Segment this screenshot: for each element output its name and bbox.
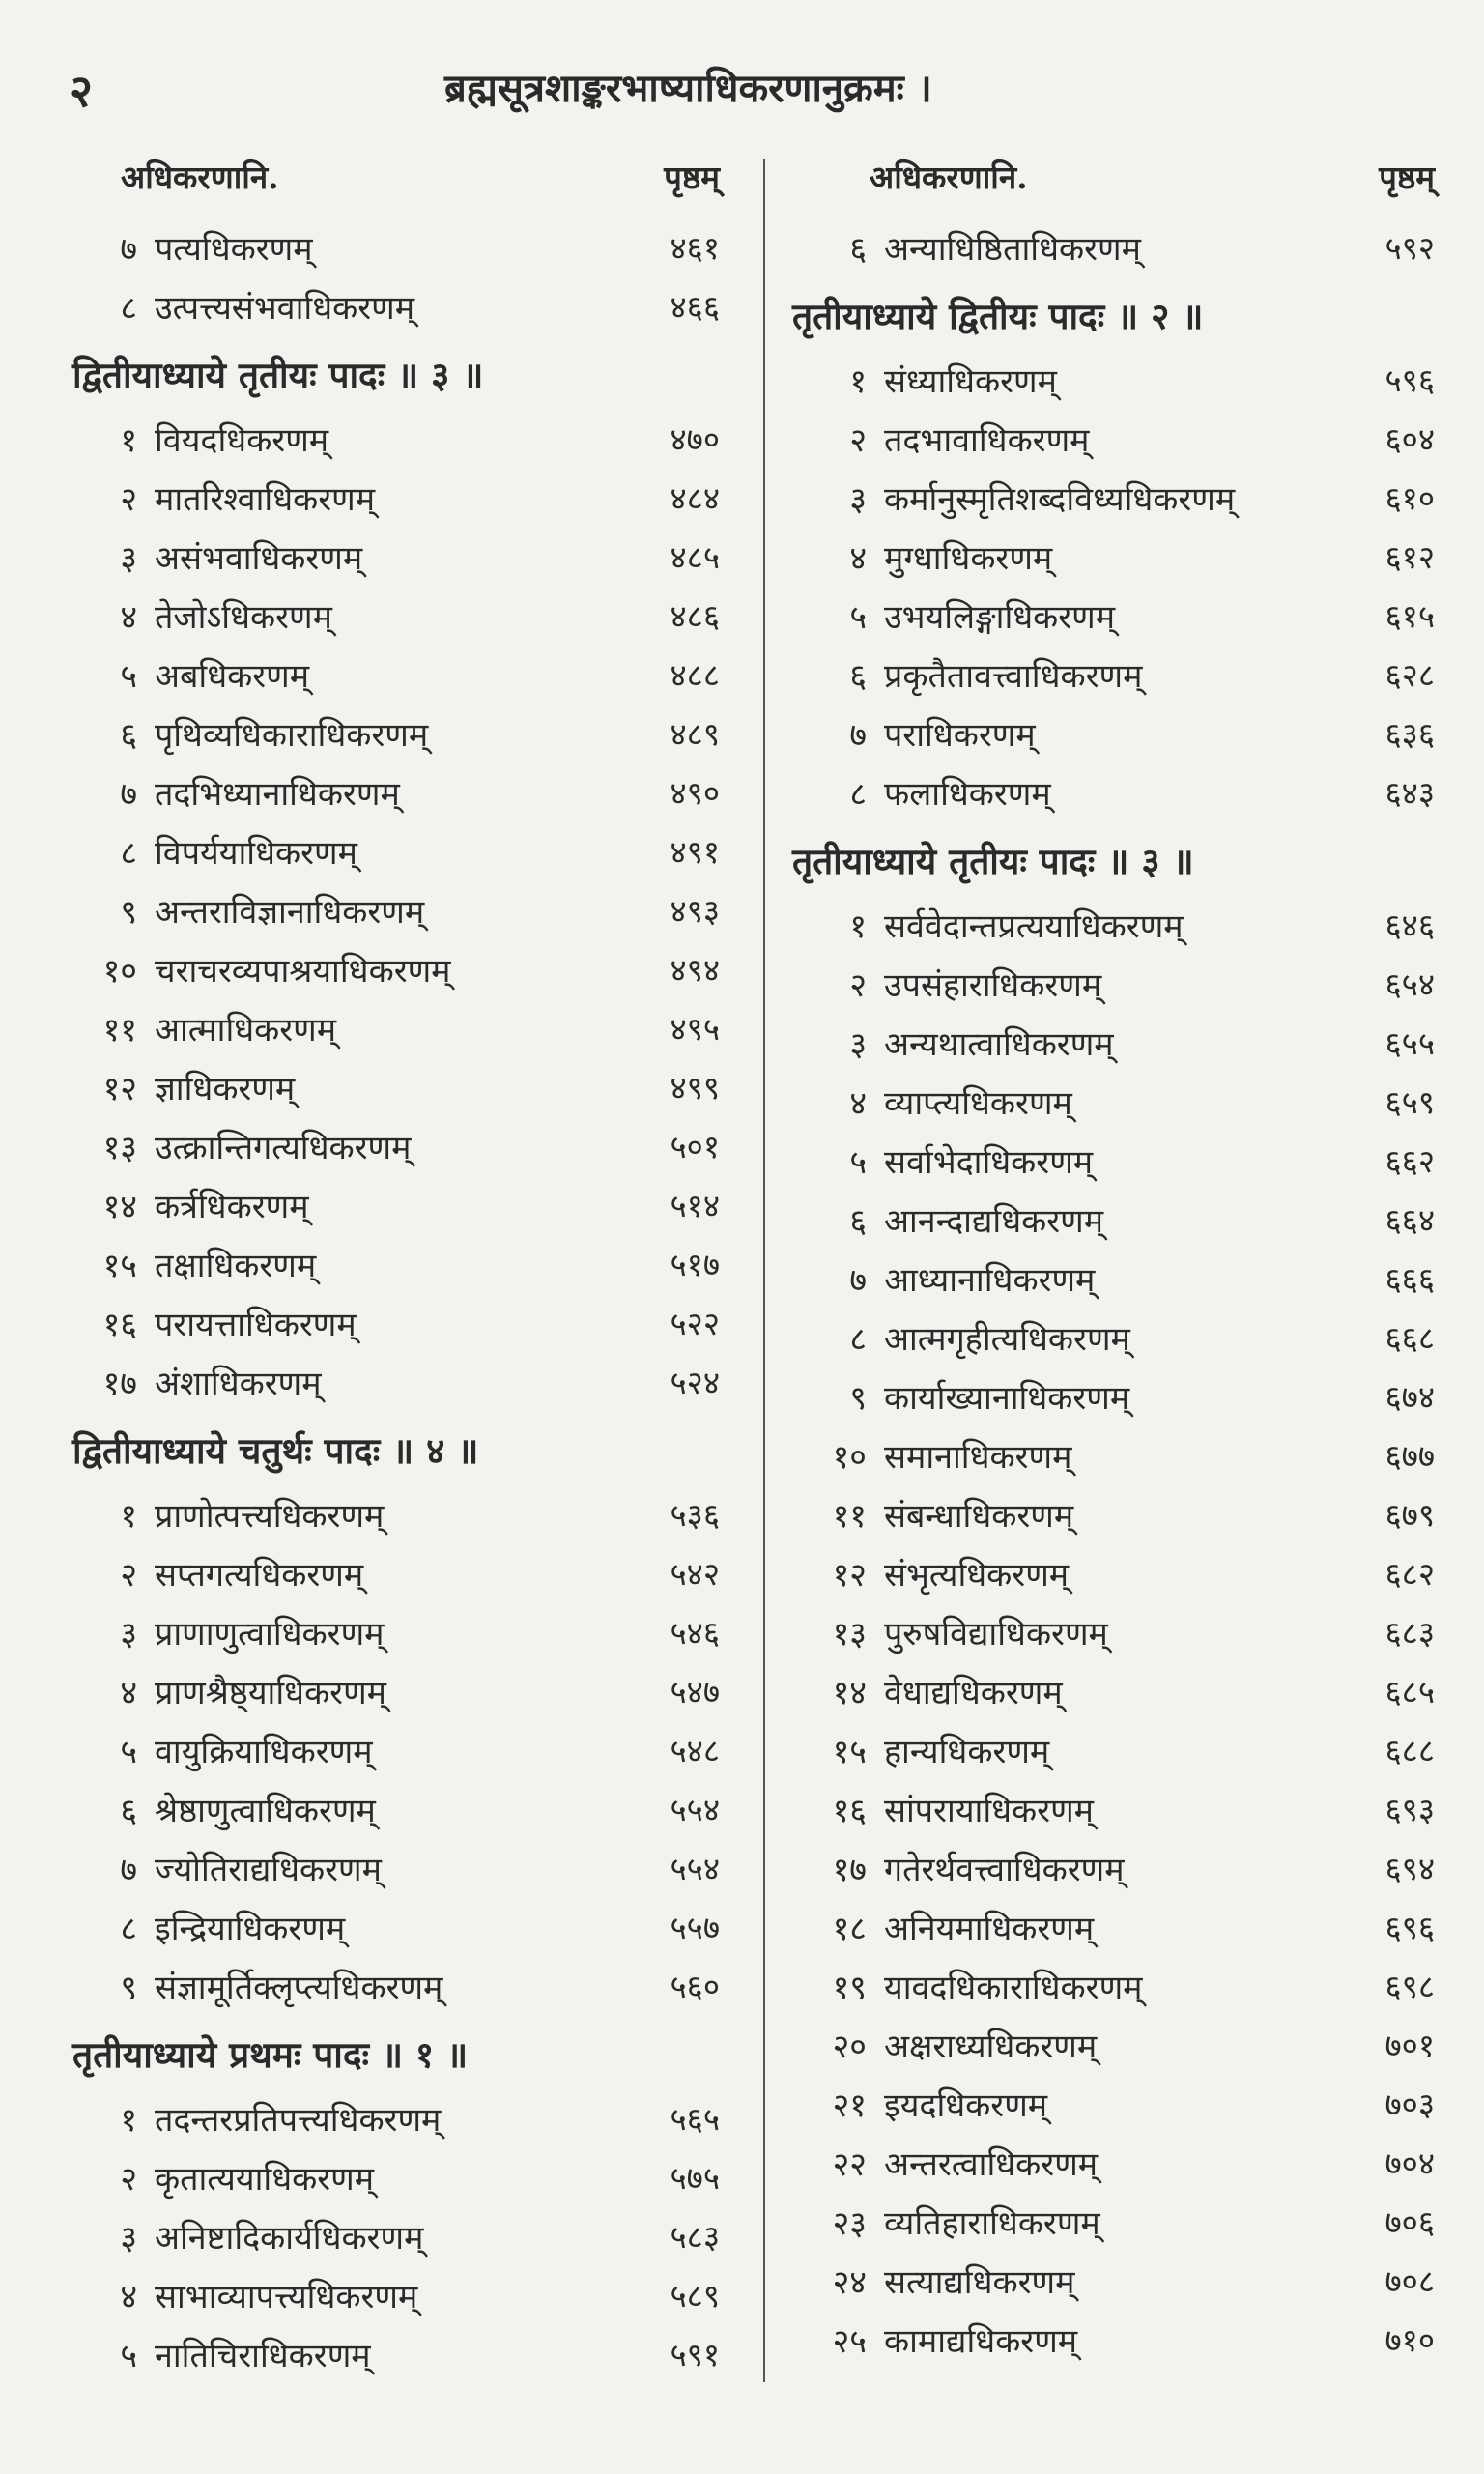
entry-page: ४८४	[670, 479, 720, 517]
entry-page: ७०८	[1384, 2262, 1435, 2300]
entry-number: १५	[832, 1732, 867, 1771]
entry-page: ४८९	[670, 715, 720, 753]
entry-page: ६८३	[1384, 1614, 1435, 1652]
entry-name: मातरिश्वाधिकरणम्	[155, 479, 376, 519]
entry-number: ६	[849, 229, 867, 269]
entry-name: अबधिकरणम्	[155, 656, 310, 696]
toc-entry	[792, 1308, 1435, 1366]
toc-entry	[72, 2265, 720, 2324]
toc-entry	[792, 527, 1435, 586]
entry-number: ४	[849, 538, 867, 578]
entry-page: ७०३	[1384, 2086, 1435, 2123]
entry-page: ४९०	[670, 774, 720, 812]
entry-name: प्राणोत्पत्त्यधिकरणम्	[155, 1496, 385, 1536]
entry-name: वेधाद्यधिकरणम्	[884, 1673, 1063, 1712]
column-header-label: अधिकरणानि.	[870, 158, 1028, 196]
toc-entry	[792, 468, 1435, 527]
entry-page: ६१५	[1384, 597, 1435, 635]
section-heading: द्वितीयाध्याये चतुर्थः पादः ॥ ४ ॥	[72, 1429, 479, 1472]
entry-number: २२	[832, 2144, 867, 2184]
toc-entry	[792, 2133, 1435, 2192]
entry-name: कृतात्ययाधिकरणम्	[155, 2159, 375, 2199]
entry-page: ५४८	[670, 1732, 720, 1769]
entry-number: ८	[849, 774, 867, 814]
entry-name: तदन्तरप्रतिपत्त्यधिकरणम्	[155, 2100, 442, 2140]
entry-page: ५१७	[670, 1246, 720, 1283]
toc-entry	[72, 276, 720, 335]
entry-name: यावदधिकाराधिकरणम्	[884, 1968, 1143, 2007]
toc-entry	[72, 1838, 720, 1897]
entry-page: ६३६	[1384, 715, 1435, 753]
entry-number: ११	[832, 1496, 867, 1536]
entry-name: परायत्ताधिकरणम्	[155, 1305, 357, 1344]
entry-number: २१	[832, 2086, 867, 2125]
entry-number: ८	[849, 1319, 867, 1359]
toc-entry	[792, 1897, 1435, 1956]
entry-number: १०	[832, 1437, 867, 1477]
entry-number: २३	[832, 2203, 867, 2243]
entry-page: ५९१	[670, 2336, 720, 2373]
entry-page: ६५९	[1384, 1083, 1435, 1121]
toc-entry	[72, 1720, 720, 1779]
section-heading: तृतीयाध्याये तृतीयः पादः ॥ ३ ॥	[792, 840, 1194, 882]
entry-number: ९	[849, 1378, 867, 1418]
toc-entry	[792, 1720, 1435, 1779]
column-divider	[763, 159, 765, 2382]
toc-entry	[72, 704, 720, 762]
toc-entry	[792, 350, 1435, 409]
column-header-page: पृष्ठम्	[664, 158, 720, 196]
toc-entry	[792, 1956, 1435, 2015]
toc-entry	[72, 1956, 720, 2015]
entry-name: संबन्धाधिकरणम्	[884, 1496, 1074, 1536]
entry-page: ६७४	[1384, 1378, 1435, 1416]
entry-page: ५८३	[670, 2218, 720, 2256]
running-title: ब्रह्मसूत्रशाङ्करभाष्याधिकरणानुक्रमः ।	[444, 66, 932, 111]
section-heading: तृतीयाध्याये द्वितीयः पादः ॥ २ ॥	[792, 295, 1204, 337]
entry-number: ६	[120, 1791, 137, 1830]
entry-number: ५	[120, 2336, 137, 2375]
entry-name: साभाव्यापत्त्यधिकरणम्	[155, 2277, 418, 2316]
entry-name: पराधिकरणम्	[884, 715, 1036, 755]
entry-name: सप्तगत्यधिकरणम्	[155, 1555, 364, 1595]
entry-name: व्याप्त्यधिकरणम्	[884, 1083, 1072, 1123]
entry-page: ५६५	[670, 2100, 720, 2138]
entry-page: ५७५	[670, 2159, 720, 2197]
toc-entry	[792, 2192, 1435, 2251]
toc-entry	[72, 1897, 720, 1956]
toc-entry	[792, 2251, 1435, 2310]
entry-name: प्राणश्रैष्ठ्याधिकरणम्	[155, 1673, 387, 1712]
entry-name: वियदधिकरणम्	[155, 420, 329, 460]
entry-number: ५	[849, 597, 867, 637]
toc-entry	[792, 1013, 1435, 1072]
entry-name: अनिष्टादिकार्यधिकरणम्	[155, 2218, 424, 2258]
entry-name: पुरुषविद्याधिकरणम्	[884, 1614, 1108, 1654]
entry-page: ७१०	[1384, 2321, 1435, 2359]
toc-entry	[72, 217, 720, 276]
entry-page: ५०१	[670, 1128, 720, 1165]
entry-name: समानाधिकरणम्	[884, 1437, 1072, 1477]
entry-page: ५५४	[670, 1791, 720, 1828]
entry-page: ५४६	[670, 1614, 720, 1652]
entry-number: ७	[849, 715, 867, 755]
entry-page: ६१०	[1384, 479, 1435, 517]
left-column-body	[72, 217, 720, 2383]
entry-page: ५४२	[670, 1555, 720, 1593]
toc-entry	[792, 1366, 1435, 1425]
entry-page: ४६६	[670, 288, 720, 326]
toc-entry	[792, 1484, 1435, 1543]
entry-name: आत्माधिकरणम्	[155, 1010, 337, 1050]
toc-entry	[72, 1543, 720, 1602]
toc-entry	[72, 1352, 720, 1411]
entry-page: ७०१	[1384, 2027, 1435, 2064]
entry-page: ४९३	[670, 892, 720, 930]
entry-name: अन्याधिष्ठिताधिकरणम्	[884, 229, 1141, 269]
entry-page: ६९३	[1384, 1791, 1435, 1828]
entry-number: १४	[832, 1673, 867, 1712]
entry-number: १६	[832, 1791, 867, 1830]
toc-entry	[792, 954, 1435, 1013]
entry-number: २	[849, 420, 867, 460]
toc-entry	[792, 1072, 1435, 1131]
entry-number: ८	[120, 833, 137, 873]
entry-number: १	[120, 2100, 137, 2140]
entry-page: ६२८	[1384, 656, 1435, 694]
entry-name: इन्द्रियाधिकरणम्	[155, 1909, 346, 1948]
entry-name: असंभवाधिकरणम्	[155, 538, 363, 578]
entry-number: ३	[849, 479, 867, 519]
entry-name: उत्पत्त्यसंभवाधिकरणम्	[155, 288, 415, 328]
entry-page: ५४७	[670, 1673, 720, 1711]
entry-name: संज्ञामूर्तिक्लृप्त्यधिकरणम्	[155, 1968, 443, 2007]
toc-entry	[72, 1602, 720, 1661]
toc-entry	[72, 1057, 720, 1116]
toc-entry	[72, 1293, 720, 1352]
entry-number: ९	[120, 892, 137, 932]
entry-number: १	[120, 1496, 137, 1536]
entry-name: आत्मगृहीत्यधिकरणम्	[884, 1319, 1130, 1359]
entry-page: ६०४	[1384, 420, 1435, 458]
entry-number: १७	[102, 1364, 137, 1403]
entry-page: ६८२	[1384, 1555, 1435, 1593]
toc-entry	[72, 1116, 720, 1175]
toc-entry	[72, 586, 720, 645]
entry-number: १५	[102, 1246, 137, 1285]
entry-name: अंशाधिकरणम्	[155, 1364, 322, 1403]
toc-entry	[72, 2324, 720, 2383]
toc-entry	[72, 645, 720, 704]
left-column	[72, 155, 720, 2383]
toc-entry	[792, 586, 1435, 645]
toc-entry	[72, 939, 720, 998]
entry-number: ७	[849, 1260, 867, 1300]
entry-name: नातिचिराधिकरणम्	[155, 2336, 371, 2375]
entry-page: ६१२	[1384, 538, 1435, 576]
toc-entry	[72, 2088, 720, 2147]
entry-name: कामाद्यधिकरणम्	[884, 2321, 1078, 2361]
entry-number: १८	[832, 1909, 867, 1948]
toc-entry	[72, 1779, 720, 1838]
entry-page: ६९६	[1384, 1909, 1435, 1946]
entry-page: ५९२	[1384, 229, 1435, 267]
toc-entry	[792, 2310, 1435, 2369]
entry-page: ६६२	[1384, 1142, 1435, 1180]
entry-name: अन्तराविज्ञानाधिकरणम्	[155, 892, 425, 932]
entry-number: १२	[832, 1555, 867, 1595]
entry-page: ६५४	[1384, 965, 1435, 1003]
entry-page: ४९९	[670, 1069, 720, 1107]
toc-entry	[72, 1484, 720, 1543]
section-heading: द्वितीयाध्याये तृतीयः पादः ॥ ३ ॥	[72, 354, 484, 396]
entry-page: ६७९	[1384, 1496, 1435, 1534]
toc-entry	[792, 704, 1435, 762]
entry-number: १	[120, 420, 137, 460]
entry-name: अक्षराध्यधिकरणम्	[884, 2027, 1098, 2066]
toc-entry	[72, 1175, 720, 1234]
toc-entry	[72, 2147, 720, 2206]
entry-name: उत्क्रान्तिगत्यधिकरणम्	[155, 1128, 412, 1167]
entry-number: ४	[849, 1083, 867, 1123]
entry-name: उभयलिङ्गाधिकरणम्	[884, 597, 1116, 637]
entry-number: ११	[102, 1010, 137, 1050]
entry-name: सांपरायाधिकरणम्	[884, 1791, 1094, 1830]
entry-name: कर्त्रधिकरणम्	[155, 1187, 309, 1226]
toc-entry	[72, 409, 720, 468]
entry-number: १२	[102, 1069, 137, 1108]
entry-number: ८	[120, 1909, 137, 1948]
entry-name: आध्यानाधिकरणम्	[884, 1260, 1096, 1300]
entry-number: २०	[832, 2027, 867, 2066]
entry-number: १७	[832, 1850, 867, 1889]
entry-name: मुग्धाधिकरणम्	[884, 538, 1053, 578]
entry-name: उपसंहाराधिकरणम्	[884, 965, 1102, 1005]
entry-number: २४	[832, 2262, 867, 2302]
right-column-body	[792, 217, 1435, 2369]
entry-page: ५२२	[670, 1305, 720, 1342]
entry-name: हान्यधिकरणम्	[884, 1732, 1050, 1771]
entry-name: प्रकृतैतावत्त्वाधिकरणम्	[884, 656, 1143, 696]
toc-entry	[792, 645, 1435, 704]
toc-entry	[792, 1131, 1435, 1190]
entry-number: २	[120, 479, 137, 519]
toc-entry	[72, 527, 720, 586]
entry-number: ४	[120, 1673, 137, 1712]
entry-number: १३	[832, 1614, 867, 1654]
entry-name: तक्षाधिकरणम्	[155, 1246, 317, 1285]
entry-name: अन्तरत्वाधिकरणम्	[884, 2144, 1099, 2184]
entry-name: तदभावाधिकरणम्	[884, 420, 1090, 460]
column-header	[792, 155, 1435, 217]
toc-entry	[792, 1543, 1435, 1602]
entry-name: पृथिव्यधिकाराधिकरणम्	[155, 715, 429, 755]
entry-number: १	[849, 906, 867, 946]
entry-number: ७	[120, 1850, 137, 1889]
entry-name: तेजोऽधिकरणम्	[155, 597, 332, 637]
entry-number: ३	[849, 1024, 867, 1064]
entry-name: सत्याद्यधिकरणम्	[884, 2262, 1075, 2302]
entry-number: ५	[849, 1142, 867, 1182]
toc-entry	[792, 1249, 1435, 1308]
entry-number: ३	[120, 2218, 137, 2258]
entry-name: पत्यधिकरणम्	[155, 229, 313, 269]
entry-page: ४९१	[670, 833, 720, 871]
entry-number: ६	[849, 1201, 867, 1241]
entry-number: १०	[102, 951, 137, 991]
toc-entry	[792, 2015, 1435, 2074]
entry-page: ५६०	[670, 1968, 720, 2005]
toc-entry	[72, 468, 720, 527]
entry-page: ५५७	[670, 1909, 720, 1946]
entry-number: १३	[102, 1128, 137, 1167]
entry-number: ६	[120, 715, 137, 755]
entry-name: अनियमाधिकरणम्	[884, 1909, 1095, 1948]
entry-number: ३	[120, 1614, 137, 1654]
entry-number: ३	[120, 538, 137, 578]
column-header	[72, 155, 720, 217]
toc-entry	[72, 880, 720, 939]
entry-page: ६७७	[1384, 1437, 1435, 1475]
entry-page: ६५५	[1384, 1024, 1435, 1062]
entry-number: ८	[120, 288, 137, 328]
entry-name: संध्याधिकरणम्	[884, 361, 1057, 401]
entry-number: १६	[102, 1305, 137, 1344]
entry-page: ७०६	[1384, 2203, 1435, 2241]
page-number: २	[70, 65, 93, 117]
toc-entry	[792, 895, 1435, 954]
entry-page: ५३६	[670, 1496, 720, 1534]
toc-entry	[792, 2074, 1435, 2133]
toc-entry	[792, 217, 1435, 276]
entry-page: ६६६	[1384, 1260, 1435, 1298]
entry-name: सर्वाभेदाधिकरणम्	[884, 1142, 1094, 1182]
toc-entry	[72, 1661, 720, 1720]
toc-entry	[792, 762, 1435, 821]
column-header-label: अधिकरणानि.	[121, 158, 279, 196]
toc-entry	[792, 1602, 1435, 1661]
entry-name: चराचरव्यपाश्रयाधिकरणम्	[155, 951, 451, 991]
entry-name: गतेरर्थवत्त्वाधिकरणम्	[884, 1850, 1125, 1889]
toc-entry	[792, 1838, 1435, 1897]
entry-name: सर्ववेदान्तप्रत्ययाधिकरणम्	[884, 906, 1184, 946]
toc-entry	[72, 821, 720, 880]
entry-number: ९	[120, 1968, 137, 2007]
entry-number: २५	[832, 2321, 867, 2361]
entry-page: ६६४	[1384, 1201, 1435, 1239]
entry-name: प्राणाणुत्वाधिकरणम्	[155, 1614, 385, 1654]
entry-name: ज्ञाधिकरणम्	[155, 1069, 296, 1108]
right-column	[792, 155, 1435, 2369]
entry-page: ४८६	[670, 597, 720, 635]
entry-page: ६६८	[1384, 1319, 1435, 1357]
entry-page: ५२४	[670, 1364, 720, 1401]
entry-name: संभृत्यधिकरणम्	[884, 1555, 1070, 1595]
toc-entry	[792, 1779, 1435, 1838]
entry-number: ४	[120, 597, 137, 637]
entry-name: इयदधिकरणम्	[884, 2086, 1048, 2125]
entry-name: कार्याख्यानाधिकरणम्	[884, 1378, 1130, 1418]
entry-page: ६४६	[1384, 906, 1435, 944]
entry-number: ४	[120, 2277, 137, 2316]
entry-number: ५	[120, 1732, 137, 1771]
toc-entry	[72, 762, 720, 821]
entry-name: व्यतिहाराधिकरणम्	[884, 2203, 1100, 2243]
entry-page: ४६१	[670, 229, 720, 267]
entry-name: वायुक्रियाधिकरणम्	[155, 1732, 373, 1771]
entry-page: ५५४	[670, 1850, 720, 1887]
toc-entry	[72, 2206, 720, 2265]
entry-page: ४९५	[670, 1010, 720, 1048]
entry-number: ७	[120, 229, 137, 269]
toc-entry	[72, 1234, 720, 1293]
entry-page: ५८९	[670, 2277, 720, 2315]
entry-name: फलाधिकरणम्	[884, 774, 1051, 814]
entry-page: ६४३	[1384, 774, 1435, 812]
entry-number: ६	[849, 656, 867, 696]
entry-name: आनन्दाद्यधिकरणम्	[884, 1201, 1104, 1241]
toc-entry	[792, 1661, 1435, 1720]
entry-page: ४७०	[670, 420, 720, 458]
entry-number: २	[120, 2159, 137, 2199]
entry-number: १९	[832, 1968, 867, 2007]
entry-page: ६९४	[1384, 1850, 1435, 1887]
entry-number: १४	[102, 1187, 137, 1226]
toc-entry	[792, 1190, 1435, 1249]
entry-number: ७	[120, 774, 137, 814]
entry-page: ६९८	[1384, 1968, 1435, 2005]
entry-page: ५९६	[1384, 361, 1435, 399]
entry-page: ७०४	[1384, 2144, 1435, 2182]
entry-name: ज्योतिराद्यधिकरणम्	[155, 1850, 382, 1889]
entry-page: ४८८	[670, 656, 720, 694]
entry-number: २	[849, 965, 867, 1005]
entry-number: २	[120, 1555, 137, 1595]
entry-name: अन्यथात्वाधिकरणम्	[884, 1024, 1114, 1064]
entry-name: श्रेष्ठाणुत्वाधिकरणम्	[155, 1791, 376, 1830]
toc-entry	[72, 998, 720, 1057]
entry-number: ५	[120, 656, 137, 696]
toc-entry	[792, 1425, 1435, 1484]
entry-page: ६८५	[1384, 1673, 1435, 1711]
entry-page: ४८५	[670, 538, 720, 576]
entry-name: विपर्ययाधिकरणम्	[155, 833, 357, 873]
entry-name: कर्मानुस्मृतिशब्दविध्यधिकरणम्	[884, 479, 1236, 519]
toc-entry	[792, 409, 1435, 468]
entry-number: १	[849, 361, 867, 401]
entry-name: तदभिध्यानाधिकरणम्	[155, 774, 400, 814]
entry-page: ५१४	[670, 1187, 720, 1224]
entry-page: ४९४	[670, 951, 720, 989]
column-header-page: पृष्ठम्	[1379, 158, 1435, 196]
section-heading: तृतीयाध्याये प्रथमः पादः ॥ १ ॥	[72, 2033, 469, 2076]
entry-page: ६८८	[1384, 1732, 1435, 1769]
